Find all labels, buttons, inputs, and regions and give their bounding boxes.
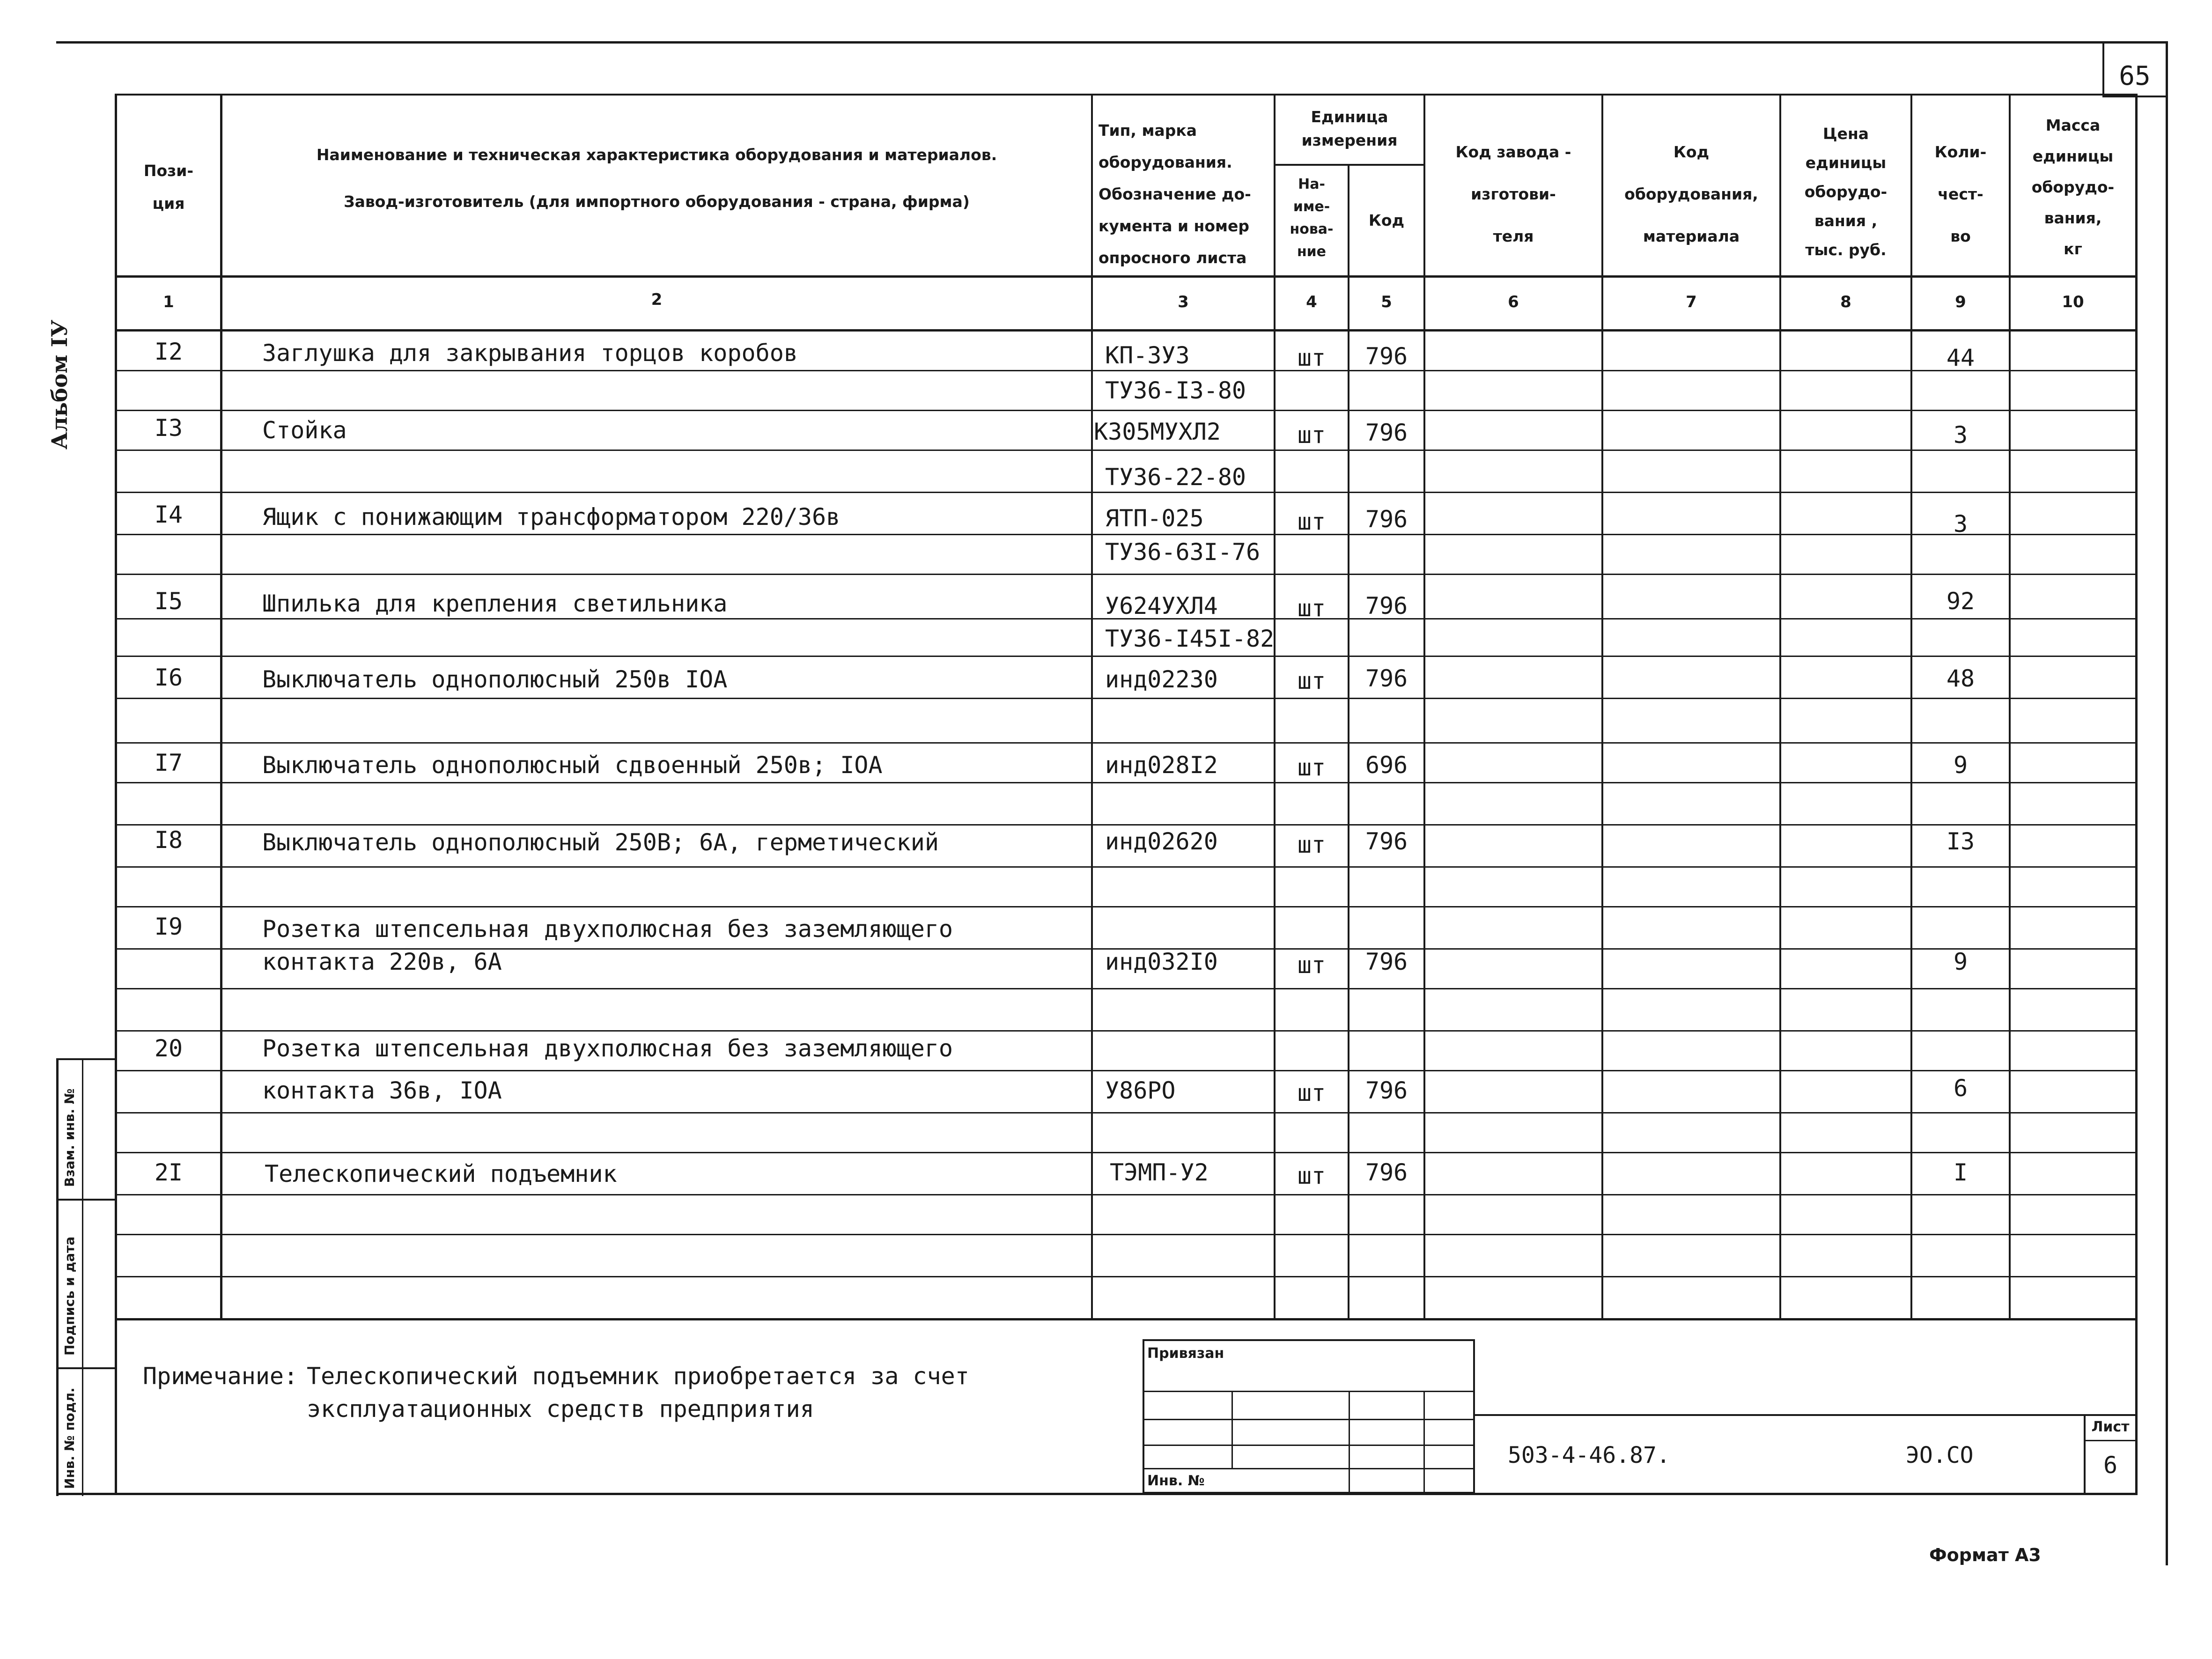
album-label: Альбом IУ bbox=[47, 319, 72, 450]
row-type: У624УХЛ4 bbox=[1105, 592, 1218, 619]
row-type: У86РО bbox=[1105, 1077, 1176, 1104]
row-type: инд02230 bbox=[1105, 666, 1218, 693]
row-quantity: 6 bbox=[1953, 1075, 1968, 1102]
header-unit-code: Код bbox=[1368, 211, 1405, 229]
colnum-5: 5 bbox=[1381, 293, 1392, 311]
row-unit: шт bbox=[1297, 1079, 1326, 1106]
unit-header-split bbox=[1274, 164, 1423, 166]
right-border-line bbox=[2166, 41, 2168, 1565]
colnum-8: 8 bbox=[1840, 293, 1851, 311]
row-quantity: 48 bbox=[1946, 665, 1975, 692]
side-label-inv-podl: Инв. № подл. bbox=[62, 1387, 77, 1489]
note-line2: эксплуатационных средств предприятия bbox=[307, 1395, 814, 1423]
row-line bbox=[115, 1070, 2138, 1071]
row-name: Ящик с понижающим трансформатором 220/36в bbox=[262, 503, 841, 531]
row-line bbox=[115, 742, 2138, 744]
table-right bbox=[2135, 94, 2138, 1320]
row-line bbox=[115, 866, 2138, 868]
row-unit: шт bbox=[1297, 1162, 1326, 1189]
header-position: Пози- ция bbox=[143, 162, 194, 213]
header-name-line2: Завод-изготовитель (для импортного оборудования - страна, фирма) bbox=[344, 192, 970, 211]
row-line bbox=[115, 492, 2138, 493]
side-label-vzam: Взам. инв. № bbox=[62, 1088, 77, 1187]
row-position: I8 bbox=[154, 826, 183, 854]
colnum-3: 3 bbox=[1178, 293, 1189, 311]
row-name: контакта 36в, IОА bbox=[262, 1077, 502, 1104]
page-number: 65 bbox=[2119, 61, 2151, 91]
row-quantity: I bbox=[1953, 1159, 1968, 1186]
table-bottom bbox=[115, 1318, 2138, 1320]
row-unit-code: 796 bbox=[1365, 828, 1408, 855]
colnum-10: 10 bbox=[2062, 293, 2084, 311]
row-line bbox=[115, 824, 2138, 826]
row-unit: шт bbox=[1297, 951, 1326, 979]
row-unit: шт bbox=[1297, 421, 1326, 449]
note-line1: Телескопический подъемник приобретается за счет bbox=[307, 1363, 969, 1390]
row-position: I3 bbox=[154, 414, 183, 442]
colnum-6: 6 bbox=[1508, 293, 1519, 311]
row-type: ТУ36-63I-76 bbox=[1105, 538, 1261, 566]
colnum-7: 7 bbox=[1686, 293, 1697, 311]
row-name: Выключатель однополюсный 250в IОА bbox=[262, 666, 728, 693]
table-top bbox=[115, 94, 2138, 96]
row-position: I2 bbox=[154, 338, 183, 365]
row-line bbox=[115, 574, 2138, 575]
col-line-3 bbox=[1274, 94, 1276, 1320]
header-unit: Единица измерения bbox=[1301, 108, 1398, 149]
header-type: Тип, марка оборудования. Обозначение до- кумента и номер опросного листа bbox=[1099, 121, 1251, 267]
row-unit: шт bbox=[1297, 344, 1326, 371]
side-stamp-top bbox=[56, 1058, 117, 1060]
row-name: Розетка штепсельная двухполюсная без заземляющего bbox=[262, 1035, 953, 1062]
stamp-inv-no: Инв. № bbox=[1147, 1473, 1205, 1489]
stamp-line bbox=[1143, 1419, 1475, 1420]
side-stamp-left bbox=[56, 1058, 59, 1496]
header-equipment-code: Код оборудования, материала bbox=[1624, 143, 1758, 245]
row-line bbox=[115, 534, 2138, 535]
row-quantity: 9 bbox=[1953, 752, 1968, 779]
row-unit-code: 796 bbox=[1365, 1077, 1408, 1104]
row-unit-code: 796 bbox=[1365, 948, 1408, 975]
sheet-label: Лист bbox=[2091, 1419, 2130, 1435]
row-line bbox=[115, 1234, 2138, 1235]
row-unit-code: 696 bbox=[1365, 752, 1408, 779]
colnum-2: 2 bbox=[651, 290, 663, 309]
row-unit: шт bbox=[1297, 508, 1326, 535]
header-name-line1: Наименование и техническая характеристика оборудования и материалов. bbox=[316, 146, 997, 164]
stamp-privyazan: Привязан bbox=[1147, 1345, 1224, 1362]
row-type: ТЭМП-У2 bbox=[1110, 1159, 1209, 1186]
side-stamp-inner bbox=[82, 1058, 83, 1496]
row-name: Шпилька для крепления светильника bbox=[262, 590, 728, 617]
row-type: КП-ЗУЗ bbox=[1105, 342, 1190, 369]
row-name: Заглушка для закрывания торцов коробов bbox=[262, 339, 798, 367]
row-position: I9 bbox=[154, 913, 183, 940]
row-name: Стойка bbox=[262, 417, 347, 444]
row-position: I5 bbox=[154, 588, 183, 615]
side-stamp-sep bbox=[56, 1367, 117, 1369]
row-quantity: I3 bbox=[1946, 828, 1975, 855]
stamp-line bbox=[1143, 1391, 1475, 1392]
col-line-8 bbox=[1910, 94, 1912, 1320]
top-border-line bbox=[56, 41, 2168, 44]
note-label: Примечание: bbox=[143, 1363, 298, 1390]
row-unit-code: 796 bbox=[1365, 592, 1408, 619]
row-line bbox=[115, 1112, 2138, 1113]
col-line-7 bbox=[1779, 94, 1781, 1320]
row-type: инд032I0 bbox=[1105, 948, 1218, 975]
col-line-1 bbox=[220, 94, 222, 1320]
row-line bbox=[115, 782, 2138, 783]
row-line bbox=[115, 1030, 2138, 1032]
row-type: ЯТП-025 bbox=[1105, 505, 1204, 532]
header-mass: Масса единицы оборудо- вания, кг bbox=[2031, 116, 2115, 258]
row-name: Розетка штепсельная двухполюсная без заземляющего bbox=[262, 915, 953, 943]
title-top-line bbox=[1475, 1414, 2138, 1416]
row-position: I4 bbox=[154, 501, 183, 528]
row-name: контакта 220в, 6А bbox=[262, 948, 502, 975]
row-line bbox=[115, 450, 2138, 451]
row-type: ТУ36-I3-80 bbox=[1105, 377, 1246, 404]
header-quantity: Коли- чест- во bbox=[1934, 143, 1987, 245]
doc-code: 503-4-46.87. bbox=[1508, 1442, 1670, 1468]
sheet-number: 6 bbox=[2103, 1452, 2118, 1479]
row-quantity: 9 bbox=[1953, 948, 1968, 975]
colnum-bottom bbox=[115, 329, 2138, 332]
section-code: ЭО.СО bbox=[1906, 1442, 1974, 1468]
col-line-5 bbox=[1423, 94, 1425, 1320]
col-line-6 bbox=[1601, 94, 1603, 1320]
row-unit-code: 796 bbox=[1365, 1159, 1408, 1186]
colnum-9: 9 bbox=[1955, 293, 1966, 311]
row-unit: шт bbox=[1297, 831, 1326, 858]
row-unit-code: 796 bbox=[1365, 506, 1408, 533]
row-line bbox=[115, 656, 2138, 657]
stamp-vline bbox=[1423, 1391, 1425, 1494]
row-line bbox=[115, 906, 2138, 907]
stamp-vline bbox=[1231, 1391, 1233, 1468]
header-price: Цена единицы оборудо- вания , тыс. руб. bbox=[1804, 125, 1888, 259]
row-line bbox=[115, 1276, 2138, 1277]
row-position: 2I bbox=[154, 1159, 183, 1186]
row-unit-code: 796 bbox=[1365, 665, 1408, 692]
row-type: К305МУХЛ2 bbox=[1094, 418, 1221, 445]
header-bottom bbox=[115, 275, 2138, 278]
bottom-left-line bbox=[115, 1318, 117, 1494]
row-unit: шт bbox=[1297, 754, 1326, 781]
row-position: I7 bbox=[154, 749, 183, 776]
row-line bbox=[115, 1194, 2138, 1195]
row-position: 20 bbox=[154, 1035, 183, 1062]
row-position: I6 bbox=[154, 664, 183, 691]
row-name: Выключатель однополюсный 250В; 6А, герметический bbox=[262, 829, 939, 856]
row-quantity: 44 bbox=[1946, 344, 1975, 371]
side-stamp-sep bbox=[56, 1199, 117, 1201]
side-stamp-bottom bbox=[56, 1493, 117, 1495]
row-type: инд02620 bbox=[1105, 828, 1218, 855]
colnum-4: 4 bbox=[1306, 293, 1317, 311]
stamp-line bbox=[1143, 1445, 1475, 1446]
row-type: ТУ36-I45I-82 bbox=[1105, 625, 1275, 652]
row-line bbox=[115, 698, 2138, 699]
row-quantity: 92 bbox=[1946, 588, 1975, 615]
col-line-9 bbox=[2009, 94, 2011, 1320]
row-line bbox=[115, 1152, 2138, 1153]
row-unit: шт bbox=[1297, 595, 1326, 622]
row-name: Телескопический подъемник bbox=[265, 1160, 617, 1187]
format-label: Формат А3 bbox=[1929, 1545, 2041, 1565]
row-type: ТУ36-22-80 bbox=[1105, 464, 1246, 491]
bottom-right-line bbox=[2135, 1318, 2138, 1495]
header-unit-name: На- име- нова- ние bbox=[1290, 176, 1334, 260]
row-name: Выключатель однополюсный сдвоенный 250в; IОА bbox=[262, 752, 883, 779]
bottom-line bbox=[115, 1493, 2138, 1495]
header-factory-code: Код завода - изготови- теля bbox=[1455, 143, 1571, 245]
row-line bbox=[115, 370, 2138, 371]
side-label-podpis: Подпись и дата bbox=[62, 1236, 77, 1356]
sheet-box-split bbox=[2084, 1440, 2138, 1441]
stamp-vline bbox=[1349, 1391, 1350, 1494]
row-quantity: 3 bbox=[1953, 510, 1968, 538]
row-line bbox=[115, 988, 2138, 989]
row-unit-code: 796 bbox=[1365, 343, 1408, 370]
row-quantity: 3 bbox=[1953, 421, 1968, 449]
row-type: инд028I2 bbox=[1105, 752, 1218, 779]
row-line bbox=[115, 410, 2138, 411]
row-unit-code: 796 bbox=[1365, 419, 1408, 446]
col-line-2 bbox=[1091, 94, 1093, 1320]
colnum-1: 1 bbox=[163, 293, 174, 311]
row-unit: шт bbox=[1297, 667, 1326, 694]
